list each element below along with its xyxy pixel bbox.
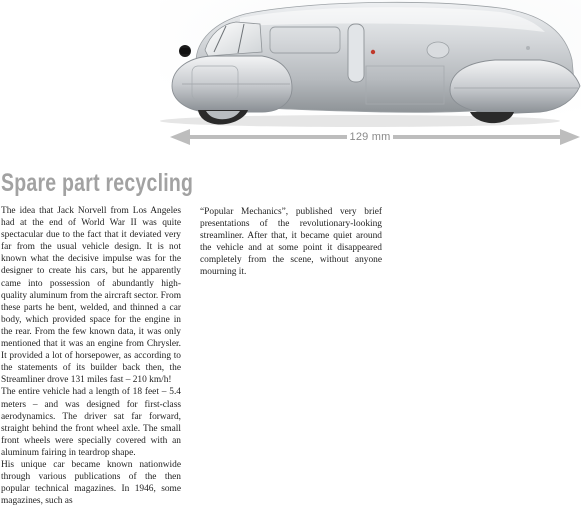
hero-figure [0,0,581,168]
rivet [526,46,530,50]
paragraph: The idea that Jack Norvell from Los Angeles had at the end of World War II was quite spectacular due to the fact that it deviated very far from the usual vehicle design. It is not known what the decisive impulse was for the designer to create his cars, but he apparently came into possession of abundantly high-quality aluminum from the aircraft sector. From these parts he bent, welded, and thinned a car body, which provided space for the engine in the rear. From the few known data, it was only mentioned that it was an engine from Chrysler. It provided a lot of horsepower, as according to the statements of its builder back then, the Streamliner drove 131 miles fast – 210 km/h! [1,206,181,386]
streamliner-model-image [0,0,581,168]
paragraph: His unique car became known nationwide through various publications of the then popular technical magazines. In 1946, some magazines, such as [1,459,181,507]
dimension-label: 129 mm [347,130,393,144]
dimension-arrow-right [560,129,580,145]
tail-light [371,50,375,54]
door-window [348,24,364,82]
mirror [180,48,190,54]
article-column-right [200,206,382,279]
section-title: Spare part recycling [1,169,194,197]
paragraph: The entire vehicle had a length of 18 feet – 5.4 meters – and was designed for first-class aerodynamics. The driver sat far forward, straight behind the front wheel axle. The small front wheels were specially covered with an aluminum fairing in teardrop shape. [1,387,181,458]
article-column-left [1,205,181,507]
rear-wheel-fairing [450,60,580,114]
side-vent [427,42,449,58]
paragraph: “Popular Mechanics”, published very brief presentations of the revolutionary-looking streamliner. After that, it became quiet around the vehicle and at some point it disappeared completely from the scene, without anyone mourning it. [200,207,382,278]
dimension-arrow-left [170,129,190,145]
